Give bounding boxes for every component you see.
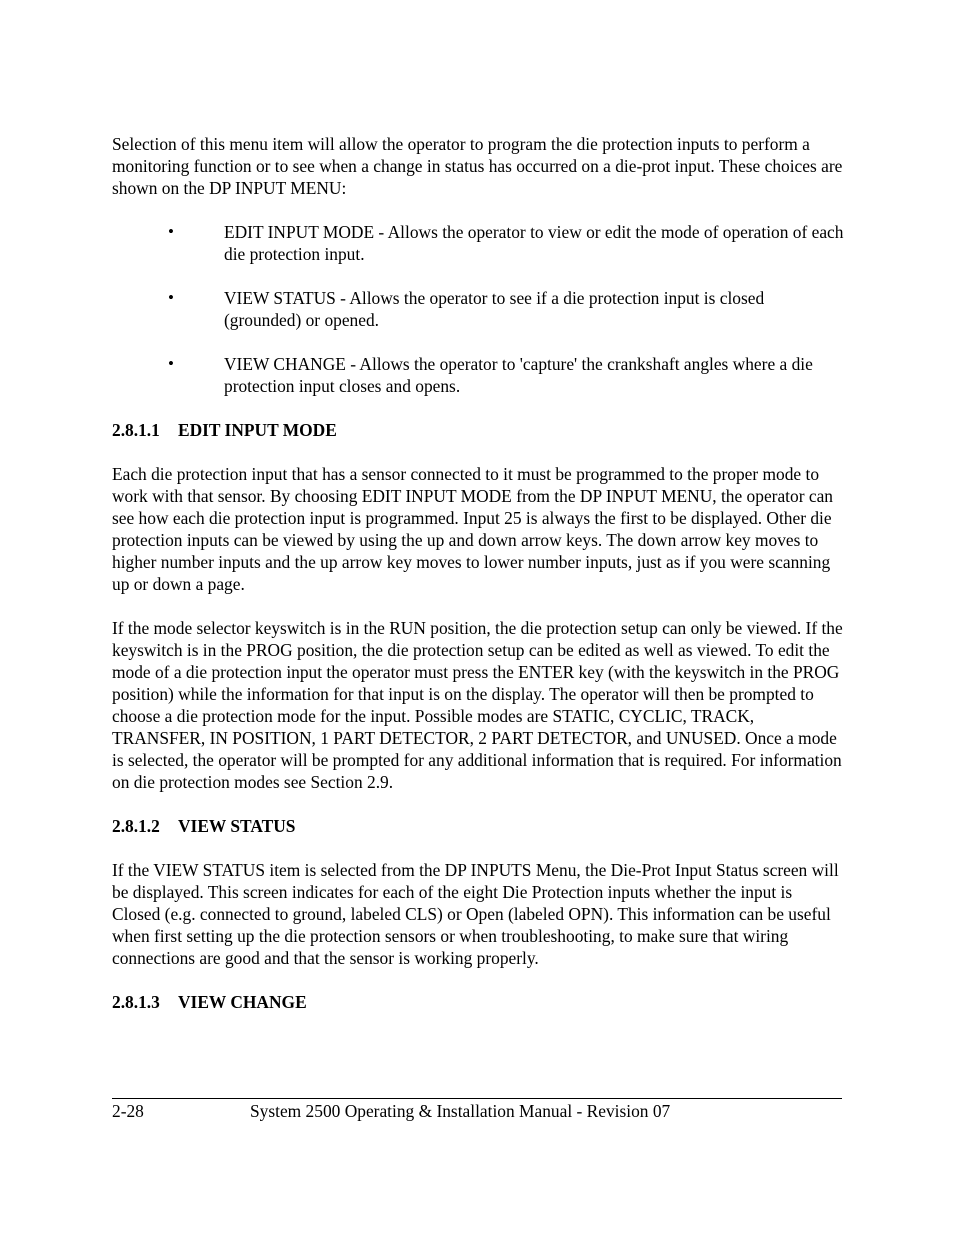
footer-title: System 2500 Operating & Installation Manual - Revision 07	[250, 1101, 671, 1121]
paragraph: If the VIEW STATUS item is selected from the DP INPUTS Menu, the Die-Prot Input Status screen will be displayed. This screen indicates for each of the eight Die Protection inputs whether the input is Closed (e.g. connected to ground, labeled CLS) or Open (labeled OPN). This information can be useful when first setting up the die protection sensors or when troubleshooting, to make sure that wiring connections are good and that the sensor is working properly.	[112, 860, 839, 968]
list-item	[112, 287, 844, 331]
section-number: 2.8.1.2	[112, 816, 160, 836]
section-title: EDIT INPUT MODE	[178, 420, 337, 440]
bullet-icon: •	[168, 354, 174, 373]
list-item	[112, 221, 844, 265]
paragraph: Each die protection input that has a sensor connected to it must be programmed to the proper mode to work with that sensor. By choosing EDIT INPUT MODE from the DP INPUT MENU, the operator can see how each die protection input is programmed. Input 25 is always the first to be displayed. Other die protection inputs can be viewed by using the up and down arrow keys. The down arrow key moves to higher number inputs and the up arrow key moves to lower number inputs, just as if you were scanning up or down a page.	[112, 464, 833, 594]
section-number: 2.8.1.3	[112, 992, 160, 1012]
footer-divider	[112, 1098, 842, 1099]
bullet-text-view-change: VIEW CHANGE - Allows the operator to 'capture' the crankshaft angles where a die protection input closes and opens.	[224, 354, 813, 396]
section-heading-edit-input-mode	[112, 419, 844, 441]
section-number: 2.8.1.1	[112, 420, 160, 440]
section-heading-view-change	[112, 991, 844, 1013]
section-title: VIEW STATUS	[178, 816, 296, 836]
bullet-text-edit-input-mode: EDIT INPUT MODE - Allows the operator to view or edit the mode of operation of each die protection input.	[224, 222, 844, 264]
section-heading-view-status	[112, 815, 844, 837]
bullet-text-view-status: VIEW STATUS - Allows the operator to see if a die protection input is closed (grounded) or opened.	[224, 288, 765, 330]
bullet-icon: •	[168, 222, 174, 241]
intro-paragraph: Selection of this menu item will allow the operator to program the die protection inputs to perform a monitoring function or to see when a change in status has occurred on a die-prot input. These choices are shown on the DP INPUT MENU:	[112, 134, 843, 198]
page-body	[112, 133, 844, 1013]
paragraph: If the mode selector keyswitch is in the RUN position, the die protection setup can only be viewed. If the keyswitch is in the PROG position, the die protection setup can be edited as well as viewed. To edit the mode of a die protection input the operator must press the ENTER key (with the keyswitch in the PROG position) while the information for that input is on the display. The operator will then be prompted to choose a die protection mode for the input. Possible modes are STATIC, CYCLIC, TRACK, TRANSFER, IN POSITION, 1 PART DETECTOR, 2 PART DETECTOR, and UNUSED. Once a mode is selected, the operator will be prompted for any additional information that is required. For information on die protection modes see Section 2.9.	[112, 618, 843, 792]
list-item	[112, 353, 844, 397]
section-title: VIEW CHANGE	[178, 992, 307, 1012]
dp-input-menu-list	[112, 221, 844, 397]
bullet-icon: •	[168, 288, 174, 307]
page-number: 2-28	[112, 1101, 144, 1121]
